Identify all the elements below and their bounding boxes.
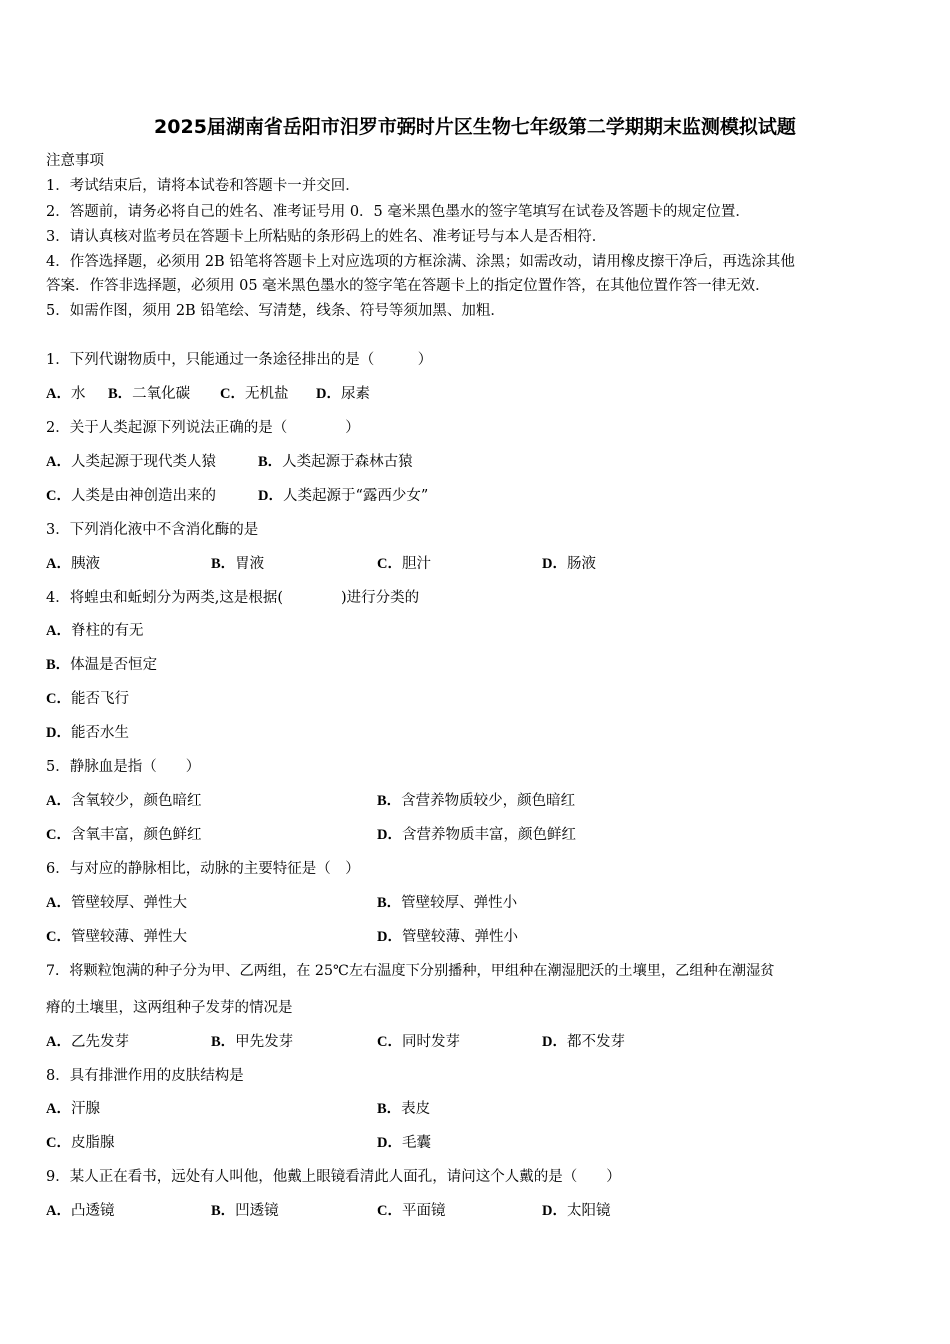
option-d: D．尿素 <box>316 386 370 402</box>
question-stem: 1．下列代谢物质中，只能通过一条途径排出的是（ ） <box>46 352 433 368</box>
option-c: C．含氧丰富，颜色鲜红 <box>46 827 202 843</box>
question-stem: 4．将蝗虫和蚯蚓分为两类,这是根据( )进行分类的 <box>46 590 420 606</box>
page-title: 2025届湖南省岳阳市汨罗市弼时片区生物七年级第二学期期末监测模拟试题 <box>154 116 796 138</box>
notice-item: 4．作答选择题，必须用 2B 铅笔将答题卡上对应选项的方框涂满、涂黑；如需改动，请用橡皮擦干净后，再选涂其他 <box>46 254 795 270</box>
option-b: B．胃液 <box>211 556 265 572</box>
question-stem: 5．静脉血是指（ ） <box>46 759 201 775</box>
question-stem: 2．关于人类起源下列说法正确的是（ ） <box>46 420 360 436</box>
option-d: D．能否水生 <box>46 725 129 741</box>
notice-item: 5．如需作图，须用 2B 铅笔绘、写清楚，线条、符号等须加黑、加粗． <box>46 303 505 319</box>
option-d: D．毛囊 <box>377 1135 431 1151</box>
option-c: C．无机盐 <box>220 386 289 402</box>
option-c: C．平面镜 <box>377 1203 446 1219</box>
question-stem-continued: 瘠的土壤里，这两组种子发芽的情况是 <box>46 1000 293 1016</box>
question-stem: 9．某人正在看书，远处有人叫他，他戴上眼镜看清此人面孔，请问这个人戴的是（ ） <box>46 1169 621 1185</box>
option-a: A．凸透镜 <box>46 1203 115 1219</box>
option-b: B．表皮 <box>377 1101 431 1117</box>
option-c: C．管壁较薄、弹性大 <box>46 929 187 945</box>
option-d: D．都不发芽 <box>542 1034 625 1050</box>
option-b: B．体温是否恒定 <box>46 657 158 673</box>
option-b: B．含营养物质较少，颜色暗红 <box>377 793 576 809</box>
option-a: A．胰液 <box>46 556 100 572</box>
option-c: C．能否飞行 <box>46 691 129 707</box>
option-d: D．含营养物质丰富，颜色鲜红 <box>377 827 576 843</box>
notice-item: 答案．作答非选择题，必须用 05 毫米黑色墨水的签字笔在答题卡上的指定位置作答，在其他位置作答一律无效． <box>46 278 770 294</box>
option-c: C．胆汁 <box>377 556 431 572</box>
notice-item: 3．请认真核对监考员在答题卡上所粘贴的条形码上的姓名、准考证号与本人是否相符． <box>46 229 607 245</box>
option-a: A．乙先发芽 <box>46 1034 129 1050</box>
option-a: A．汗腺 <box>46 1101 100 1117</box>
question-stem: 8．具有排泄作用的皮肤结构是 <box>46 1068 244 1084</box>
option-d: D．人类起源于“露西少女” <box>258 488 429 504</box>
option-c: C．皮脂腺 <box>46 1135 115 1151</box>
option-b: B．二氧化碳 <box>108 386 191 402</box>
option-d: D．管壁较薄、弹性小 <box>377 929 518 945</box>
notice-item: 1．考试结束后，请将本试卷和答题卡一并交回． <box>46 178 360 194</box>
option-a: A．脊柱的有无 <box>46 623 144 639</box>
option-a: A．水 <box>46 386 86 402</box>
option-d: D．肠液 <box>542 556 596 572</box>
option-b: B．甲先发芽 <box>211 1034 294 1050</box>
option-c: C．人类是由神创造出来的 <box>46 488 216 504</box>
question-stem: 7．将颗粒饱满的种子分为甲、乙两组，在 25℃左右温度下分别播种，甲组种在潮湿肥沃的土壤里，乙组种在潮湿贫 <box>46 963 775 979</box>
option-c: C．同时发芽 <box>377 1034 460 1050</box>
option-a: A．含氧较少，颜色暗红 <box>46 793 202 809</box>
option-b: B．管壁较厚、弹性小 <box>377 895 518 911</box>
option-a: A．人类起源于现代类人猿 <box>46 454 216 470</box>
question-stem: 3．下列消化液中不含消化酶的是 <box>46 522 259 538</box>
question-stem: 6．与对应的静脉相比，动脉的主要特征是（ ） <box>46 861 360 877</box>
notice-heading: 注意事项 <box>46 153 104 169</box>
option-b: B．凹透镜 <box>211 1203 279 1219</box>
option-a: A．管壁较厚、弹性大 <box>46 895 187 911</box>
option-b: B．人类起源于森林古猿 <box>258 454 413 470</box>
notice-item: 2．答题前，请务必将自己的姓名、准考证号用 0．5 毫米黑色墨水的签字笔填写在试卷及答题卡的规定位置． <box>46 204 750 220</box>
option-d: D．太阳镜 <box>542 1203 611 1219</box>
